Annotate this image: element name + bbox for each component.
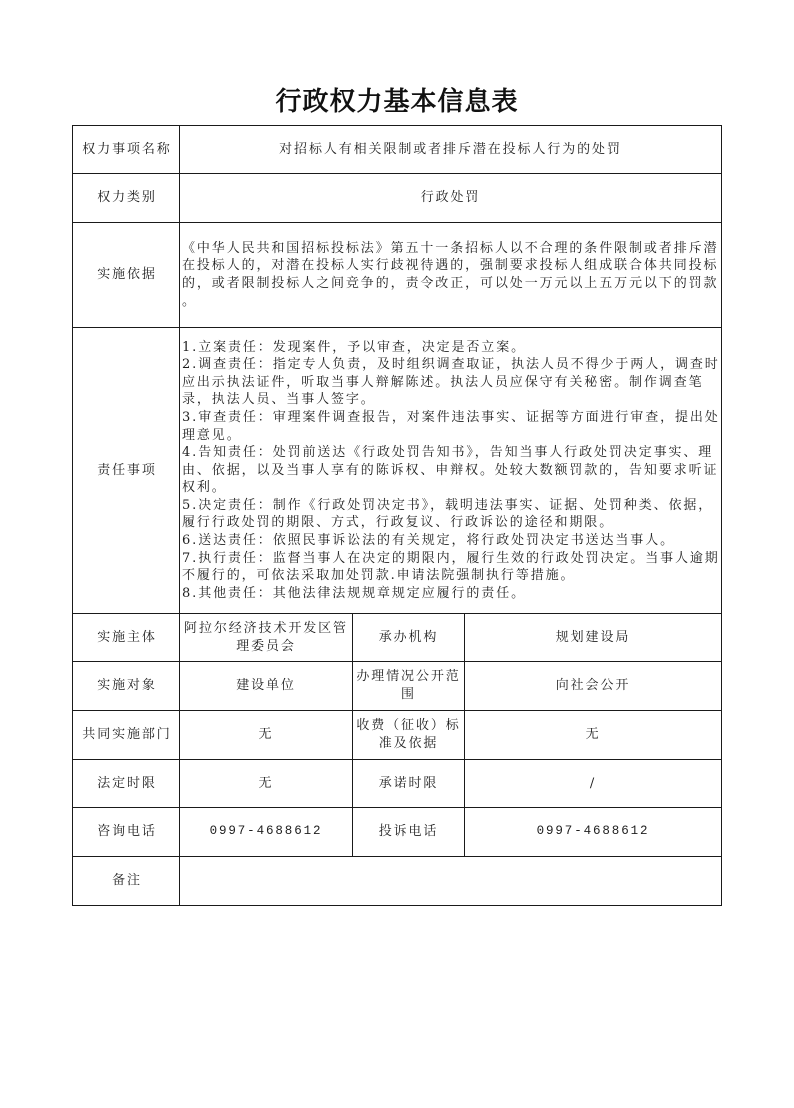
- complaint-phone-label: 投诉电话: [353, 808, 465, 857]
- responsibility-line: 6.送达责任：依照民事诉讼法的有关规定，将行政处罚决定书送达当事人。: [182, 533, 676, 549]
- remarks-label: 备注: [73, 857, 180, 906]
- responsibility-line: 应出示执法证件，听取当事人辩解陈述。执法人员应保守有关秘密。制作调查笔: [182, 374, 704, 390]
- joint-departments-label: 共同实施部门: [73, 711, 180, 760]
- basis-line: 《中华人民共和国招标投标法》第五十一条招标人以不合理的条件限制或者排斥潜: [182, 240, 719, 256]
- complaint-phone-value: 0997-4688612: [465, 808, 722, 857]
- implementing-body-label: 实施主体: [73, 614, 180, 662]
- responsibility-line: 5.决定责任：制作《行政处罚决定书》，载明违法事实、证据、处罚种类、依据，: [182, 497, 714, 513]
- responsibility-line: 3.审查责任：审理案件调查报告，对案件违法事实、证据等方面进行审查，提出处: [182, 409, 720, 425]
- responsibility-line: 7.执行责任：监督当事人在决定的期限内，履行生效的行政处罚决定。当事人逾期: [182, 550, 720, 566]
- responsibilities-label: 责任事项: [73, 328, 180, 614]
- handling-agency-value: 规划建设局: [465, 614, 722, 662]
- basis-line: 的，或者限制投标人之间竞争的，责令改正，可以处一万元以上五万元以下的罚款: [182, 276, 719, 291]
- legal-time-limit-label: 法定时限: [73, 760, 180, 808]
- responsibility-line: 理意见。: [182, 427, 242, 443]
- implementing-body-value: 阿拉尔经济技术开发区管理委员会: [180, 614, 353, 662]
- table-row-power-name: [73, 126, 722, 174]
- remarks-value: [180, 857, 722, 906]
- responsibility-line: 权利。: [182, 480, 227, 496]
- consult-phone-value: 0997-4688612: [180, 808, 353, 857]
- responsibility-line: 录，执法人员、当事人签字。: [182, 392, 376, 408]
- power-category-value: 行政处罚: [180, 174, 722, 223]
- basis-line: 。: [182, 293, 197, 309]
- table-row-joint-departments: [73, 711, 722, 760]
- basis-label: 实施依据: [73, 223, 180, 328]
- power-name-label: 权力事项名称: [73, 126, 180, 174]
- table-row-time-limit: [73, 760, 722, 808]
- power-name-value: 对招标人有相关限制或者排斥潜在投标人行为的处罚: [180, 126, 722, 174]
- table-row-implementing-body: [73, 614, 722, 662]
- responsibility-line: 4.告知责任：处罚前送达《行政处罚告知书》，告知当事人行政处罚决定事实、理: [182, 445, 714, 461]
- disclosure-scope-label: 办理情况公开范围: [353, 662, 465, 711]
- responsibility-line: 不履行的，可依法采取加处罚款.申请法院强制执行等措施。: [182, 568, 576, 584]
- responsibilities-text: [180, 328, 722, 614]
- page-title: 行政权力基本信息表: [275, 87, 519, 116]
- consult-phone-label: 咨询电话: [73, 808, 180, 857]
- responsibility-line: 2.调查责任：指定专人负责，及时组织调查取证，执法人员不得少于两人，调查时: [182, 357, 720, 373]
- target-value: 建设单位: [180, 662, 353, 711]
- table-row-power-category: [73, 174, 722, 223]
- promised-time-limit-value: /: [465, 760, 722, 808]
- table-row-basis: [73, 223, 722, 328]
- table-row-remarks: [73, 857, 722, 906]
- info-table: [72, 125, 722, 906]
- table-row-target: [73, 662, 722, 711]
- power-category-label: 权力类别: [73, 174, 180, 223]
- responsibility-line: 1.立案责任：发现案件，予以审查，决定是否立案。: [182, 339, 527, 355]
- fee-basis-value: 无: [465, 711, 722, 760]
- basis-line: 在投标人的，对潜在投标人实行歧视待遇的，强制要求投标人组成联合体共同投标: [182, 258, 719, 274]
- disclosure-scope-value: 向社会公开: [465, 662, 722, 711]
- handling-agency-label: 承办机构: [353, 614, 465, 662]
- responsibility-line: 履行行政处罚的期限、方式，行政复议、行政诉讼的途径和期限。: [182, 515, 615, 531]
- fee-basis-label: 收费（征收）标准及依据: [353, 711, 465, 760]
- legal-time-limit-value: 无: [180, 760, 353, 808]
- target-label: 实施对象: [73, 662, 180, 711]
- table-row-responsibilities: [73, 328, 722, 614]
- responsibility-line: 由、依据，以及当事人享有的陈诉权、申辩权。处较大数额罚款的，告知要求听证: [182, 462, 719, 478]
- joint-departments-value: 无: [180, 711, 353, 760]
- basis-text: [180, 223, 722, 328]
- responsibility-line: 8.其他责任：其他法律法规规章规定应履行的责任。: [182, 585, 527, 601]
- promised-time-limit-label: 承诺时限: [353, 760, 465, 808]
- table-row-phones: [73, 808, 722, 857]
